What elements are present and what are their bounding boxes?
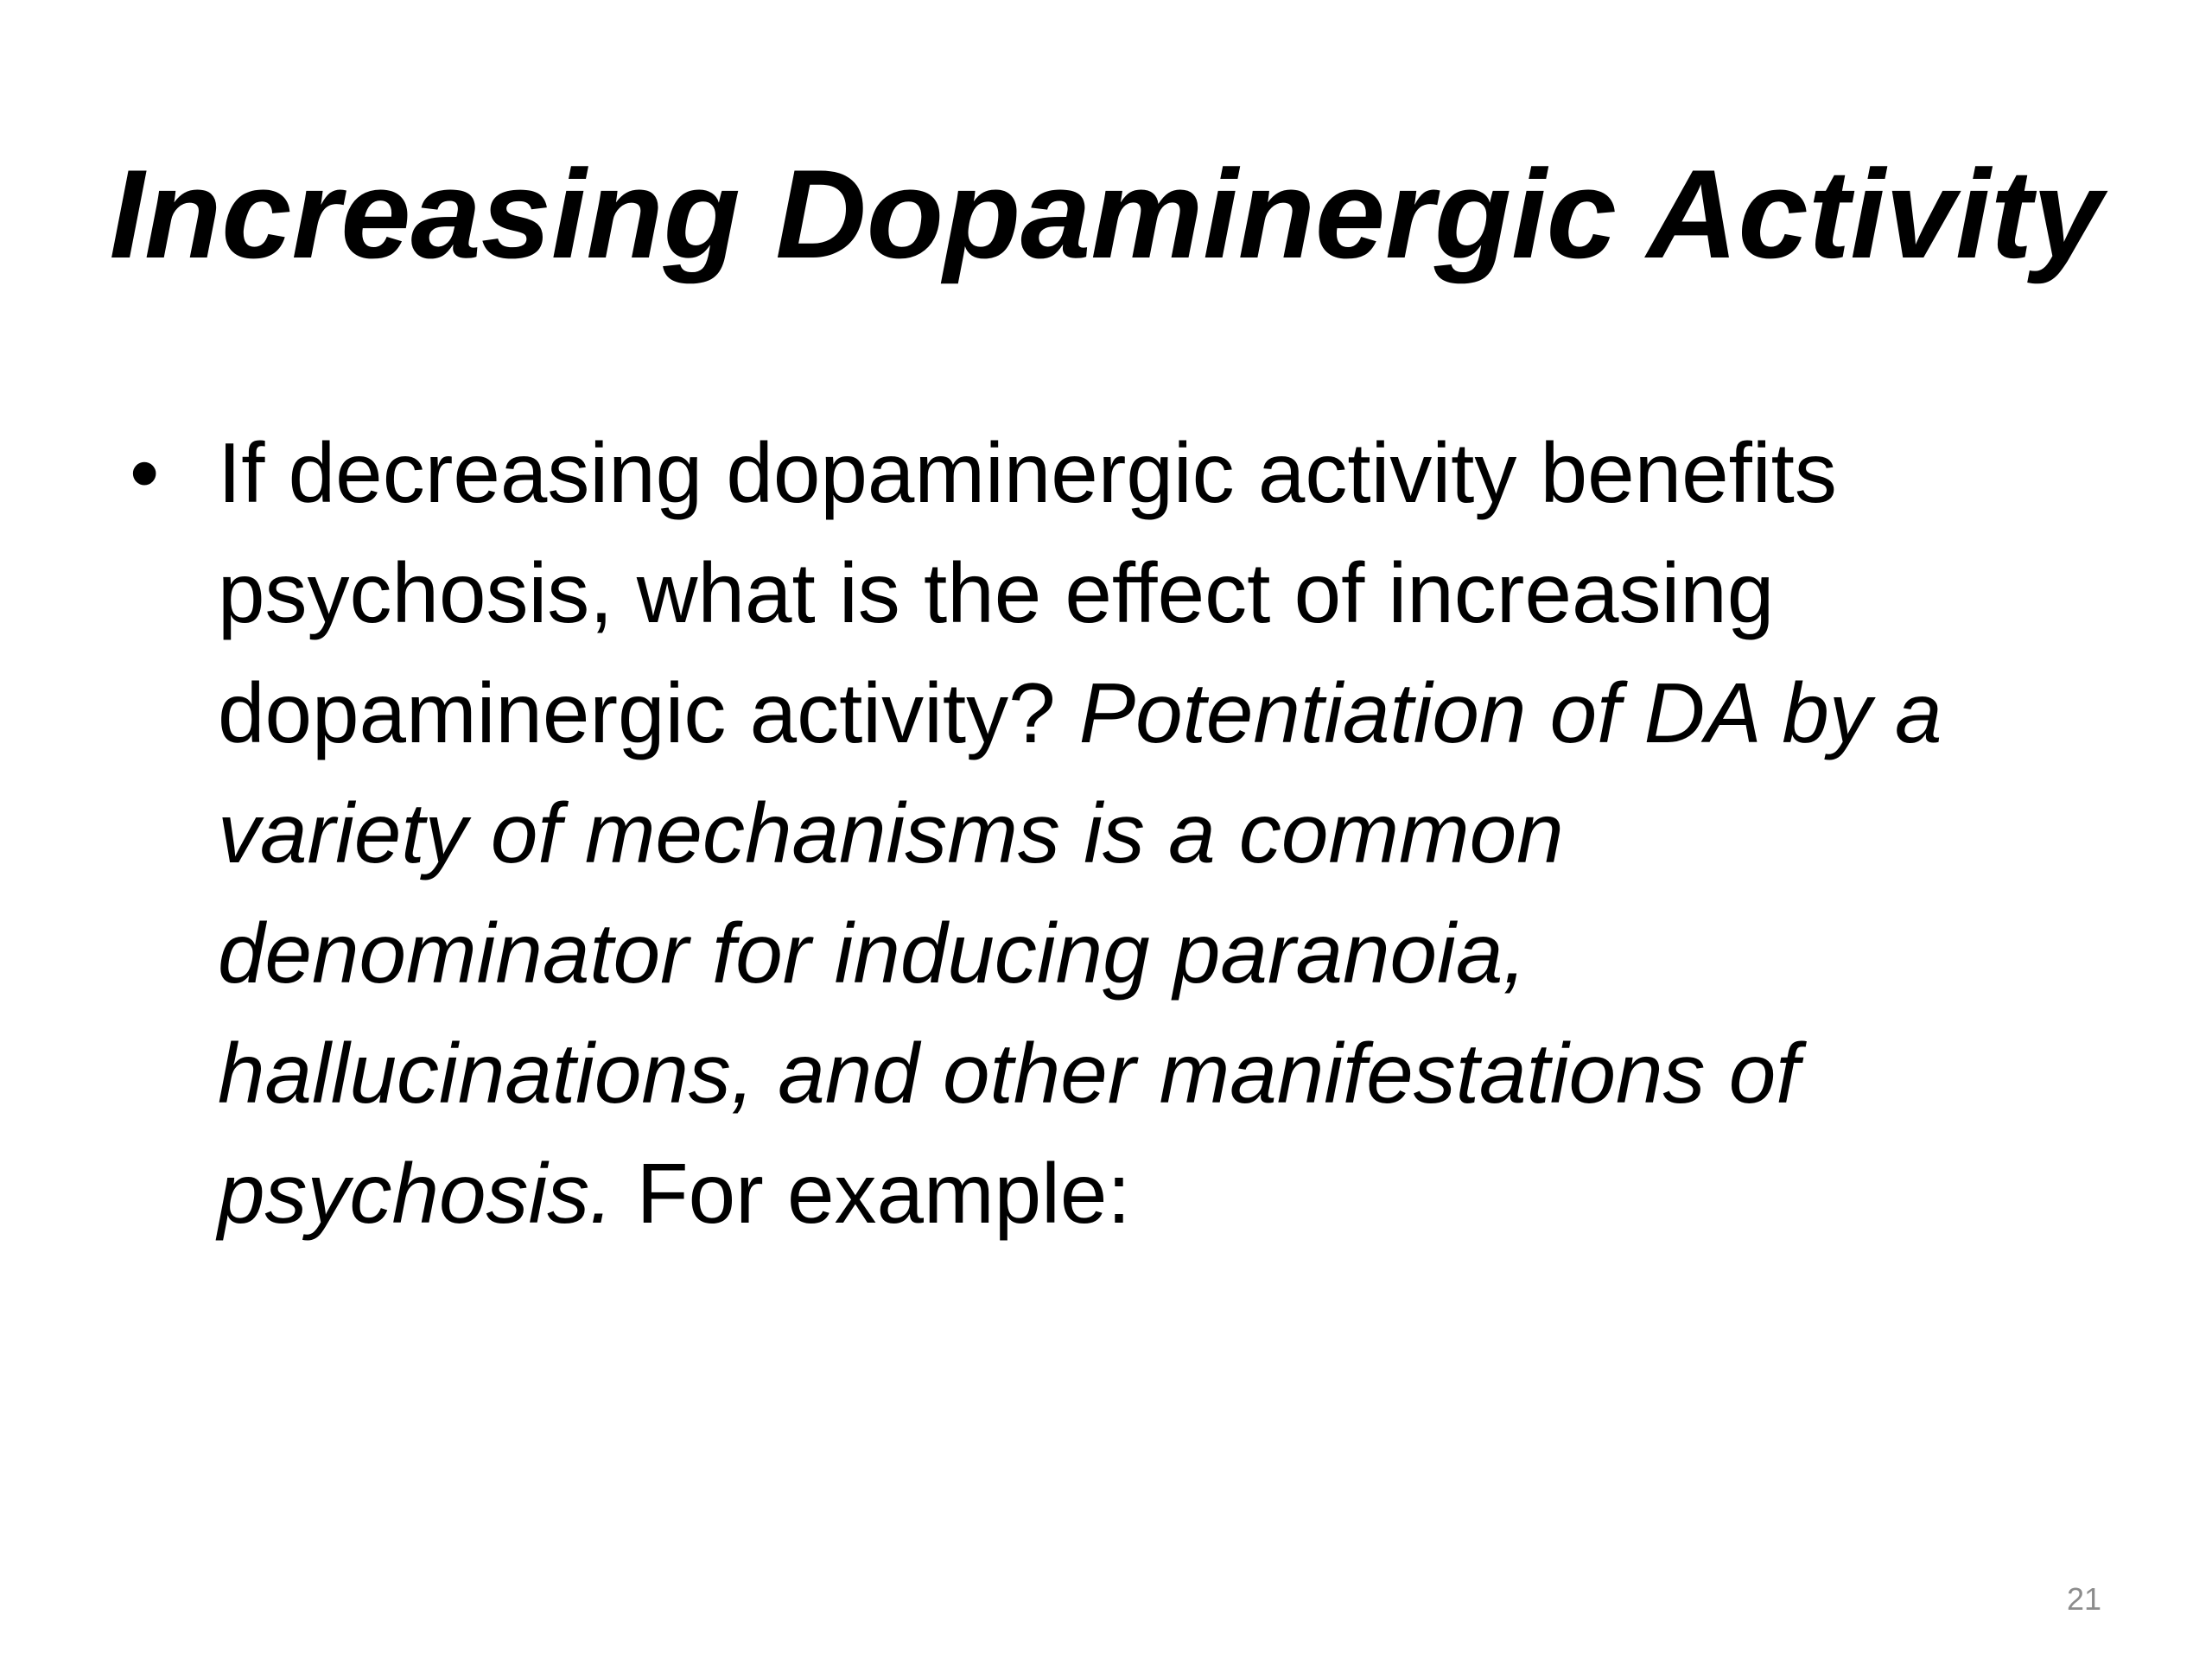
bullet-dot-icon: •: [130, 425, 160, 520]
text-run-italic: Potentiation of DA by a: [1078, 665, 1942, 760]
bullet-item: [130, 413, 2143, 1254]
text-run: psychosis, what is the effect of increasing: [218, 545, 1775, 640]
bullet-line-2: [218, 533, 2143, 653]
text-run-italic: denominator for inducing paranoia,: [218, 906, 1527, 1001]
page-number: 21: [2066, 1581, 2101, 1617]
bullet-line-4: [218, 773, 2143, 893]
text-run-italic: psychosis.: [218, 1146, 613, 1241]
text-run: For example:: [613, 1146, 1131, 1241]
text-run-italic: variety of mechanisms is a common: [218, 785, 1564, 880]
text-run-italic: hallucinations, and other manifestations of: [218, 1026, 1800, 1121]
slide-title: Increasing Dopaminergic Activity: [109, 143, 2103, 284]
bullet-list: [130, 413, 2143, 1254]
bullet-line-7: [218, 1134, 2143, 1254]
bullet-line-3: [218, 653, 2143, 773]
bullet-text: [218, 413, 2143, 1254]
text-run: dopaminergic activity?: [218, 665, 1079, 760]
bullet-line-1: [218, 413, 2143, 533]
bullet-line-6: [218, 1014, 2143, 1134]
bullet-line-5: [218, 893, 2143, 1014]
text-run: If decreasing dopaminergic activity benefits: [218, 425, 1837, 520]
